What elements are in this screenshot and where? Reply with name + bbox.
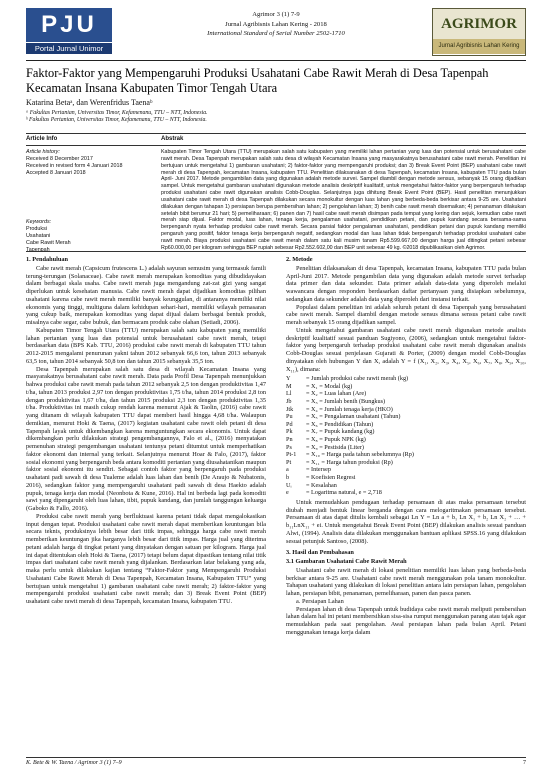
history-received: Received 8 December 2017 bbox=[26, 156, 93, 162]
article-history bbox=[26, 149, 151, 177]
paragraph: Untuk memudahkan pendugaan terhadap persamaan di atas maka persamaan tersebut diubah menjadi bentuk linear berganda dengan cara melogaritmakan persamaan tersebut. Persamaan di atas dapat ditulis kembali sebagai Ln Y = Ln a + b₁ Ln X₁ + b₂ Ln X₂ + … + b₁₁LnX₁₁ + ei. Untuk mengetahui Break Event Point (BEP) dilakukan analisis sesuai panduan Alwi, (1994). Analisis data dilakukan menggunakan bantuan aplikasi SPSS.16 yang dilakukan sesuai petunjuk Santoso, (2008). bbox=[286, 498, 526, 545]
journal-name: Jurnal Agribisnis Lahan Kering - 2018 bbox=[225, 20, 327, 28]
paragraph: Usahatani cabe rawit merah di lokasi penelitian memiliki luas lahan yang berbeda-beda berkisar antara 9-25 are. Usahatani cabe rawit merah menggunakan pola tanam monokultur. Tahapan usahatani yang dilakukan di lokasi penelitian antara lain persiapan lahan, pengolahan lahan, persiapan bibit, penanaman, pemeliharaan, panen dan pasca panen. bbox=[286, 566, 526, 597]
pju-logo-text: PJU bbox=[26, 8, 112, 42]
info-headings bbox=[26, 136, 526, 142]
paragraph: Untuk mengetahui gambaran usahatani cabe rawit merah digunakan metode analisis deskriptif kualitatif sesuai panduan Sugiyono, (2006), sedangkan untuk mengetahui faktor-faktor yang berpengaruh terhadap produksi usahatani cabe rawit merah digunakan analisis Cobb-Douglas sesuai penjelasan Gujarati & Porter, (2009) dengan model Cobb-Douglas dinyatakan oleh hubungan Y dan X, adalah Y = f (X₁, X₂, X₃, X₄, X₅, X₆, X₇, X₈, X₉, X₁₀, X₁₁), dimana: bbox=[286, 326, 526, 373]
journal-volume: Agrimor 3 (1) 7-9 bbox=[252, 11, 300, 18]
affiliations bbox=[26, 110, 526, 125]
subsection-heading: 3.1 Gambaran Usahatani Cabe Rawit Merah bbox=[286, 558, 407, 565]
footer-divider bbox=[26, 757, 526, 758]
variable-row: Pk = X₇ = Pupuk kandang (kg) bbox=[286, 428, 375, 436]
pju-logo bbox=[26, 8, 112, 54]
variable-row: M = X₁ = Modal (kg) bbox=[286, 382, 353, 390]
footer-citation: K. Bete & W. Taena / Agrimor 3 (1) 7–9 bbox=[26, 760, 122, 766]
pju-logo-subtext: Portal Jurnal Unimor bbox=[26, 43, 112, 54]
info-top-rule bbox=[26, 133, 526, 134]
variable-row: e = Logaritma natural, e = 2,718 bbox=[286, 489, 382, 497]
agrimor-logo-subtext: Jurnal Agribisnis Lahan Kering bbox=[433, 39, 525, 54]
paragraph: a. Persiapan Lahan bbox=[296, 597, 344, 605]
paragraph: Persiapan lahan di desa Tapenpah untuk budidaya cabe rawit merah meliputi pembersihan lahan dalam hal ini petani membersihkan sisa-sisa rumput menggunakan parang atau tajak agar memudahkan pada saat pengolahan. Awal persiapan lahan pada bulan April. Petani menggunakan tenaga kerja dalam bbox=[286, 605, 526, 636]
paragraph: Populasi dalam penelitian ini adalah seluruh petani di desa Tapenpah yang berusahatani cabe rawit merah. Sampel diambil dengan metode sensus dimana sensus petani cabe rawit merah sebanyak 15 orang dijadikan sampel. bbox=[286, 303, 526, 326]
history-label: Article history: bbox=[26, 149, 60, 155]
paragraph: Penelitian dilaksanakan di desa Tapenpah, kecamatan Insana, kabupaten TTU pada bulan April-Juni 2017. Metode pengambilan data yang digunakan adalah metode survei terhadap data primer dan data sekunder. Data primer adalah data-data yang diperoleh melalui wawancara dengan responden berdasarkan daftar pertanyaan yang disiapkan sebelumnya, sedangkan data sekunder adalah data yang diperoleh dari instansi terkait. bbox=[286, 264, 526, 303]
keywords-label: Keywords: bbox=[26, 219, 52, 225]
paragraph: Produksi cabe rawit merah yang berfluktuasi karena petani tidak dapat mengalokasikan input dengan tepat. Produksi usahatani cabe rawit merah dapat memberikan keuntungan bila secara teknis, produksinya lebih besar dari titik impas, sehingga harga cabe rawit merah memberikan keuntungan jika harganya lebih besar dari titik impas. Harga jual yang diterima petani adalah harga di tingkat petani yang dinyatakan dengan satuan per kilogram. Harga jual ini dapat ditentukan oleh Hoki & Taena, (2017) tetapi belum dapat dipastikan tentang nilai titik impas dari usahatani cabe rawit merah yang dijalankan. Berdasarkan latar belakang yang ada, maka perlu untuk dilakukan kajian tentang “Faktor-Faktor yang Mempengaruhi Produksi Usahatani Cabe Rawit Merah di Desa Tapenpah, Kecamatan Insana, Kabupaten TTU” yang bertujuan untuk mengetahui 1) gambaran usahatani cabe rawit merah; 2) faktor-faktor yang mempengaruhi produksi usahatani cabe rawit merah; dan 3) Break Event Point (BEP) usahatani cabe rawit merah di desa Tapenpah, kecamatan Insana, kabupaten TTU. bbox=[26, 512, 266, 605]
article-info-heading: Article Info bbox=[26, 136, 58, 142]
variable-row: b = Koefisien Regresi bbox=[286, 473, 356, 481]
section-heading: 1. Pendahuluan bbox=[26, 256, 68, 263]
history-revised: Received in revised form 4 Januari 2018 bbox=[26, 163, 123, 169]
journal-issn: International Standard of Serial Number 2502-1710 bbox=[207, 30, 345, 37]
keywords bbox=[26, 219, 151, 254]
journal-header bbox=[26, 8, 526, 60]
affiliation-a: ᵃ Fakultas Pertanian, Universitas Timor, Kefamenanu, TTU – NTT, Indonesia. bbox=[26, 110, 208, 116]
variable-row: a = Intersep bbox=[286, 466, 331, 474]
info-bottom-rule bbox=[26, 251, 526, 252]
paper-authors: Katarina Betaᵃ, dan Werenfridus Taenaᵇ bbox=[26, 98, 153, 107]
journal-info bbox=[156, 10, 396, 39]
variable-row: Pd = X₆ = Pendidikan (Tahun) bbox=[286, 420, 374, 428]
section-heading: 2. Metode bbox=[286, 256, 313, 263]
variable-list bbox=[286, 375, 526, 497]
agrimor-logo bbox=[432, 8, 526, 56]
keyword: Tapenpah bbox=[26, 247, 50, 253]
header-divider bbox=[26, 60, 526, 61]
affiliation-b: ᵇ Fakultas Pertanian, Universitas Timor, Kefamenanu, TTU – NTT, Indonesia. bbox=[26, 117, 207, 124]
abstract-text: Kabupaten Timor Tengah Utara (TTU) merupakan salah satu kabupaten yang memiliki lahan pertanian yang luas dan potensial untuk berusahatani cabe rawit merah. Desa Tapenpah merupakan salah satu desa di wilayah Kecamatan Insana yang masyarakatnya berusahatani cabe rawit merah. Penelitian ini bertujuan untuk mengetahui 1) gambaran usahatani; 2) faktor-faktor yang mempengaruhi produksi; dan 3) Break Event Point (BEP) usahatani cabe rawit merah di desa Tapenpah, kecamatan Insana, kabupaten TTU. Penelitian dilaksanakan di desa Tapenpah, kecamatan Insana, kabupaten TTU pada bulan April- Juni 2017. Metode pengambilan data yang digunakan adalah metode survei. Sampel diambil dengan metode sensus, sebanyak 15 orang dijadikan sampel. Untuk mengetahui gambaran usahatani digunakan metode analisis deskriptif kualitatif, untuk mengetahui faktor-faktor yang berpengaruh terhadap produksi usahatani cabe rawit digunakan analisis Cobb-Douglas. Selanjutnya juga dihitung Break Event Point (BEP). Hasil penelitian menunjukkan usahatani cabe rawit merah di desa Tapenpah dilakukan secara monokultur dengan luas lahan yang berbeda-beda berkisar antara 9-25 are. Usahatani dilakukan dengan tahapan 1) persiapan berupa pembersihan lahan; 2) pengolahan lahan; 3) benih cabe rawit merah disemaikan; 4) penanaman dilakukan setelah bibit berumur 21 hari; 5) pemeliharaan; 6) panen dan 7) hasil cabe rawit merah disimpan pada tempat yang kering dan sejuk, kemudian cabe rawit merah siap dijual. Faktor modal, luas lahan, tenaga kerja, pengalaman usahatani, pendidikan petani, dan pupuk kandang secara bersama-sama berpengaruh nyata terhadap produksi cabe rawit merah. Secara parsial faktor pengalaman usahatani, pendidikan petani dan pupuk kandang memiliki pengaruh yang positif, faktor tenaga kerja berpengaruh negatif, sedangkan modal dan luas lahan tidak berpengaruh terhadap produksi usahatani cabe rawit merah. Biaya produksi usahatani cabe rawit merah dalam satu kali musim tanam Rp5.599.667,00 dengan harga jual ditingkat petani sebesar Rp60.000,00 per kilogram sehingga BEP rupiah sebesar Rp2.552.602,00 dan BEP unit sebesar 49 kg. ©2018 dipublikasikan oleh Agrimor. bbox=[161, 149, 526, 251]
section-heading: 3. Hasil dan Pembahasan bbox=[286, 549, 354, 557]
abstract-heading: Abstrak bbox=[161, 136, 184, 142]
variable-row: Pn = X₈ = Pupuk NPK (kg) bbox=[286, 436, 366, 443]
variable-row: Pt-1 = X₁₀ = Harga pada tahun sebelumnya (Rp) bbox=[286, 451, 414, 459]
paragraph: Desa Tapenpah merupakan salah satu desa di wilayah Kecamatan Insana yang masyarakatnya berusahatani cabe rawit merah. Data pada Profil Desa Tapenpah menunjukkan bahwa produksi cabe rawit merah pada tahun 2012 sebanyak 2,5 ton dengan produktivitas 1,47 t/ha, tahun 2013 produksi 2,97 ton dengan produktivitas 1,75 t/ha, tahun 2014 produksi 2,8 ton dengan produktivitas 1,67 t/ha, dan tahun 2015 produksi 2,3 ton dengan produktivitas 1,35 t/ha. Produktivitas ini masih cukup rendah karena menurut Ajak & Taolin, (2016) cabe rawit yang ditanam di wilayah kabupaten TTU dapat memberi hasil hingga 4,68 t/ha. Walaupun demikian, menurut Hoki & Taena, (2017) kegiatan usahatani cabe rawit oleh petani di desa Tapenpah layak untuk dikembangkan karena menguntungkan secara ekonomis. Untuk dapat dikembangkan perlu dilakukan strategi pengembangannya, Falo et al., (2016) menyatakan pemenuhan strategi pengembangan usahatani tentunya petani ditumtut untuk memperhatikan faktor ekonomi dan internal yang terkait. Selanjutnya menurut Hoar & Falo, (2017), faktor sosial ekonomi yang berpengaruh beda antara komoditi pertanian yang diusahatanikan maupun faktor sosial ekonomi itu sendiri. Sebagai contoh faktor yang berpengaruh pada produksi usahatani padi sawah di desa Tualeme adalah luas lahan dan benih (De Araujo & Nubatonis, 2016), sedangkan faktor yang mempengaruhi usahatani padi sawah di desa Haekto adalah pupuk, tenaga kerja dan modal (Neonbota & Kune, 2016). Hal ini berbeda lagi pada komoditi sawi yang dipengaruhi oleh luas lahan, tibit, pupuk kandang, dan jumlah tanggungan keluarga (Gaboko & Fallo, 2016). bbox=[26, 365, 266, 512]
variable-row: Jb = X₃ = Jumlah benih (Bungkus) bbox=[286, 398, 386, 406]
variable-row: Y = Jumlah produksi cabe rawit merah (kg) bbox=[286, 375, 409, 383]
left-column bbox=[26, 256, 266, 606]
variable-row: Uᵢ = Kesalahan bbox=[286, 481, 337, 489]
agrimor-logo-text: AGRIMOR bbox=[433, 9, 525, 39]
variable-row: Ps = X₉ = Pestisida (Liter) bbox=[286, 443, 364, 451]
paragraph: Kabupaten Timor Tengah Utara (TTU) merupakan salah satu kabupaten yang memiliki lahan pertanian yang luas dan potensial untuk berusahatani cabe rawit merah, tetapi berdasarkan data (BPS Kab. TTU, 2016) produksi cabe rawit merah di kabupaten TTU tahun 2012-2015 mengalami penurunan yakni tahun 2012 sebanyak 66,6 ton, tahun 2013 sebanyak 63,5 ton, tahun 2014 sebanyak 50,8 ton dan tahun 2015 sebanyak 35,5 ton. bbox=[26, 326, 266, 365]
history-accepted: Accepted 8 Januari 2018 bbox=[26, 170, 86, 176]
page-number: 7 bbox=[523, 760, 526, 766]
right-column bbox=[286, 256, 526, 637]
variable-row: Pu = X₅ = Pengalaman usahatani (Tahun) bbox=[286, 413, 401, 421]
keyword: Cabe Rawit Merah bbox=[26, 240, 71, 246]
keyword: Usahatani bbox=[26, 233, 51, 239]
variable-row: Ll = X₂ = Luas lahan (Are) bbox=[286, 390, 367, 398]
info-mid-rule bbox=[26, 145, 526, 146]
variable-row: Jtk = X₄ = Jumlah tenaga kerja (HKO) bbox=[286, 405, 393, 413]
keyword: Produksi bbox=[26, 226, 47, 232]
paragraph: Cabe rawit merah (Capsicum frutescens L.) adalah sayuran semusim yang termasuk famili terung-terungan (Solanaceae). Cabe rawit merah merupakan komoditas yang dibudidayakan dalam berbagai skala usaha. Cabe rawit merah juga mengandung zat-zat gizi yang sangat diperlukan untuk kesehatan manusia. Cabe rawit merah dapat dijadikan komoditas pilihan usahatani karena cabe rawit merah memiliki banyak keunggulan, di antaranya memiliki nilai ekonomis yang tinggi, multiguna dalam kehidupan sehari-hari, memiliki wilayah pemasaran yang cukup baik, merupakan komoditas yang dapat dijual dalam berbagai bentuk produk, misalnya cabe segar, cabe bubuk, dan bermacam produk cabe olahan (Setiadi, 2006). bbox=[26, 264, 266, 326]
paper-title: Faktor-Faktor yang Mempengaruhi Produksi Usahatani Cabe Rawit Merah di Desa Tapenpah Kecamatan Insana Kabupaten Timor Tengah Utara bbox=[26, 66, 489, 95]
variable-row: Pt = X₁₁ = Harga tahun produksi (Rp) bbox=[286, 458, 393, 466]
